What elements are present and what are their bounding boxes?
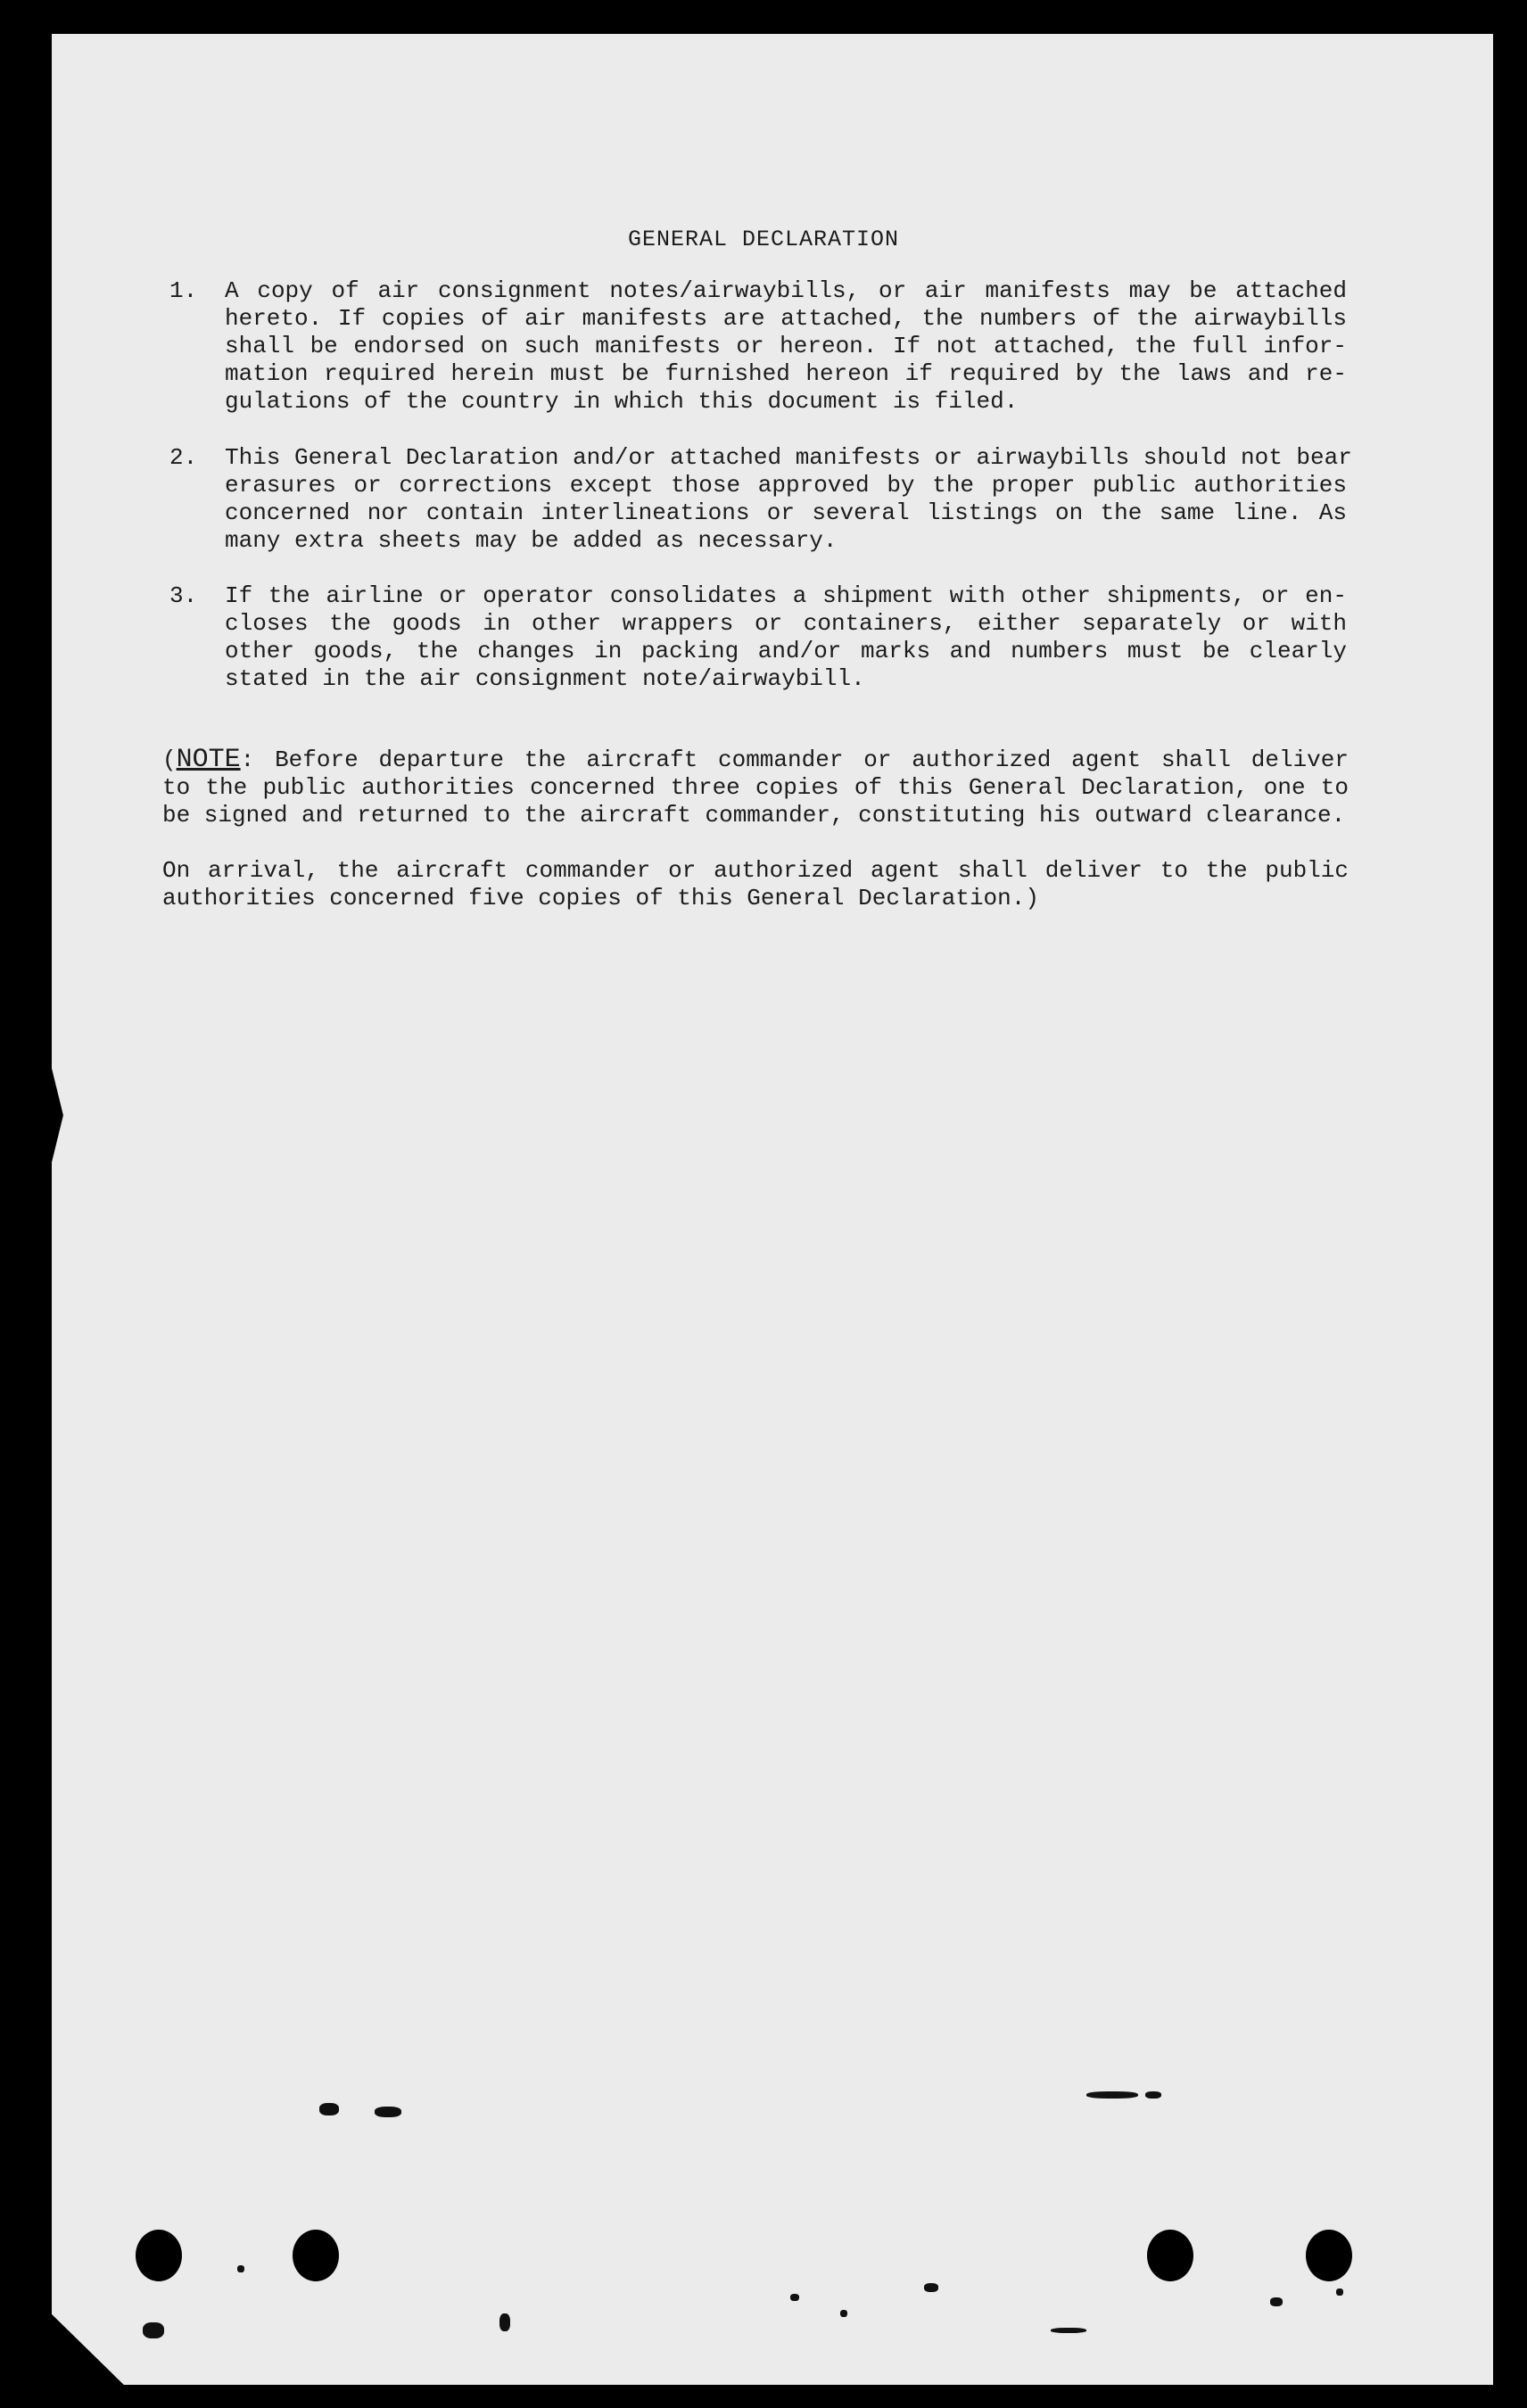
item-line: mation required herein must be furnished hereon if required by the laws and re- [225,360,1347,387]
scan-speck [1336,2288,1343,2296]
arrival-paragraph [162,857,1349,912]
scan-speck [237,2265,244,2272]
note-first-line [162,746,1349,774]
item-line: other goods, the changes in packing and/or marks and numbers must be clearly [225,638,1347,664]
item-line: many extra sheets may be added as necessary. [225,527,838,554]
scan-speck [499,2313,510,2331]
item-line: shall be endorsed on such manifests or hereon. If not attached, the full infor- [225,333,1347,359]
scan-speck [840,2310,847,2317]
item-line: erasures or corrections except those approved by the proper public authorities [225,472,1347,499]
scan-speck [924,2283,938,2292]
item-number: 2. [169,444,198,471]
scan-speck [1270,2297,1283,2306]
punch-hole [136,2230,182,2281]
scan-speck [1051,2328,1086,2333]
scan-speck [1086,2091,1138,2099]
item-line: A copy of air consignment notes/airwaybills, or air manifests may be attached [225,277,1347,304]
item-text [225,582,1347,693]
scan-speck [1145,2091,1161,2099]
item-line: This General Declaration and/or attached manifests or airwaybills should not bear [225,444,1352,471]
note-first-line-text: Before departure the aircraft commander or authorized agent shall deliver [275,746,1349,773]
punch-hole [1306,2230,1352,2281]
item-line: stated in the air consignment note/airwaybill. [225,665,865,692]
arrival-line: authorities concerned five copies of this General Declaration.) [162,885,1039,911]
item-number: 3. [169,582,198,609]
note-open-paren: ( [162,746,177,773]
item-line: gulations of the country in which this document is filed. [225,388,1019,415]
item-text [225,444,1352,555]
punch-hole [1147,2230,1193,2281]
note-line: be signed and returned to the aircraft commander, constituting his outward clearance. [162,802,1346,829]
list-item [169,277,1347,420]
item-line: hereto. If copies of air manifests are attached, the numbers of the airwaybills [225,305,1347,332]
item-line: If the airline or operator consolidates a shipment with other shipments, or en- [225,582,1347,609]
item-line: closes the goods in other wrappers or containers, either separately or with [225,610,1347,637]
punch-hole [293,2230,339,2281]
list-item [169,582,1347,698]
item-text [225,277,1347,416]
scan-speck [790,2294,799,2301]
scan-speck [143,2322,164,2338]
note-colon: : [240,746,255,773]
note-line: to the public authorities concerned three copies of this General Declaration, one to [162,774,1349,801]
document-title: GENERAL DECLARATION [627,227,900,252]
list-item [169,444,1352,560]
scan-speck [375,2107,401,2117]
arrival-line: On arrival, the aircraft commander or authorized agent shall deliver to the public [162,857,1349,884]
scan-speck [319,2103,339,2115]
note-label: NOTE [176,745,241,775]
item-line: concerned nor contain interlineations or several listings on the same line. As [225,499,1347,526]
note-paragraph [162,746,1349,829]
item-number: 1. [169,277,198,304]
